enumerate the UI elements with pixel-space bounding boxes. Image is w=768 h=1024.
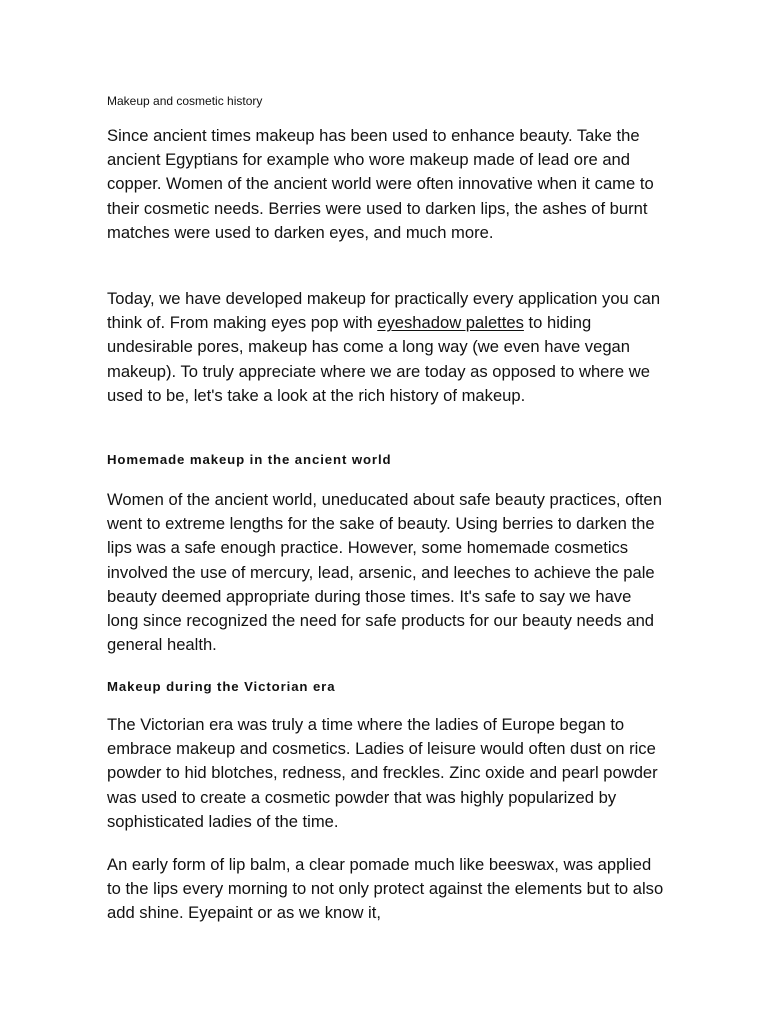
intro-paragraph-2-after-link: to hiding undesirable pores, makeup has come a long way (we even have vegan makeup). To truly appreciate where we are today as opposed to where we used to be, let's take a look at the rich history of makeup. — [107, 313, 650, 405]
intro-paragraph-2 — [107, 287, 667, 408]
document-title: Makeup and cosmetic history — [107, 94, 263, 108]
intro-paragraph-1: Since ancient times makeup has been used to enhance beauty. Take the ancient Egyptians for example who wore makeup made of lead ore and copper. Women of the ancient world were often innovative when it came to their cosmetic needs. Berries were used to darken lips, the ashes of burnt matches were used to darken eyes, and much more. — [107, 126, 654, 242]
intro-paragraph-2-before-link: Today, we have developed makeup for practically every application you can think of. From making eyes pop with — [107, 289, 661, 333]
section-heading-victorian-era: Makeup during the Victorian era — [107, 679, 336, 694]
section-heading-ancient-world: Homemade makeup in the ancient world — [107, 452, 392, 467]
ancient-world-paragraph: Women of the ancient world, uneducated about safe beauty practices, often went to extreme lengths for the sake of beauty. Using berries to darken the lips was a safe enough practice. However, some homemade cosmetics involved the use of mercury, lead, arsenic, and leeches to achieve the pale beauty deemed appropriate during those times. It's safe to say we have long since recognized the need for safe products for our beauty needs and general health. — [107, 490, 663, 655]
victorian-era-paragraph-1: The Victorian era was truly a time where the ladies of Europe began to embrace makeup and cosmetics. Ladies of leisure would often dust on rice powder to hid blotches, redness, and freckles. Zinc oxide and pearl powder was used to create a cosmetic powder that was highly popularized by sophisticated ladies of the time. — [107, 715, 658, 831]
eyeshadow-palettes-link[interactable]: eyeshadow palettes — [377, 313, 524, 333]
victorian-era-paragraph-2: An early form of lip balm, a clear pomade much like beeswax, was applied to the lips every morning to not only protect against the elements but to also add shine. Eyepaint or as we know it, — [107, 855, 664, 923]
